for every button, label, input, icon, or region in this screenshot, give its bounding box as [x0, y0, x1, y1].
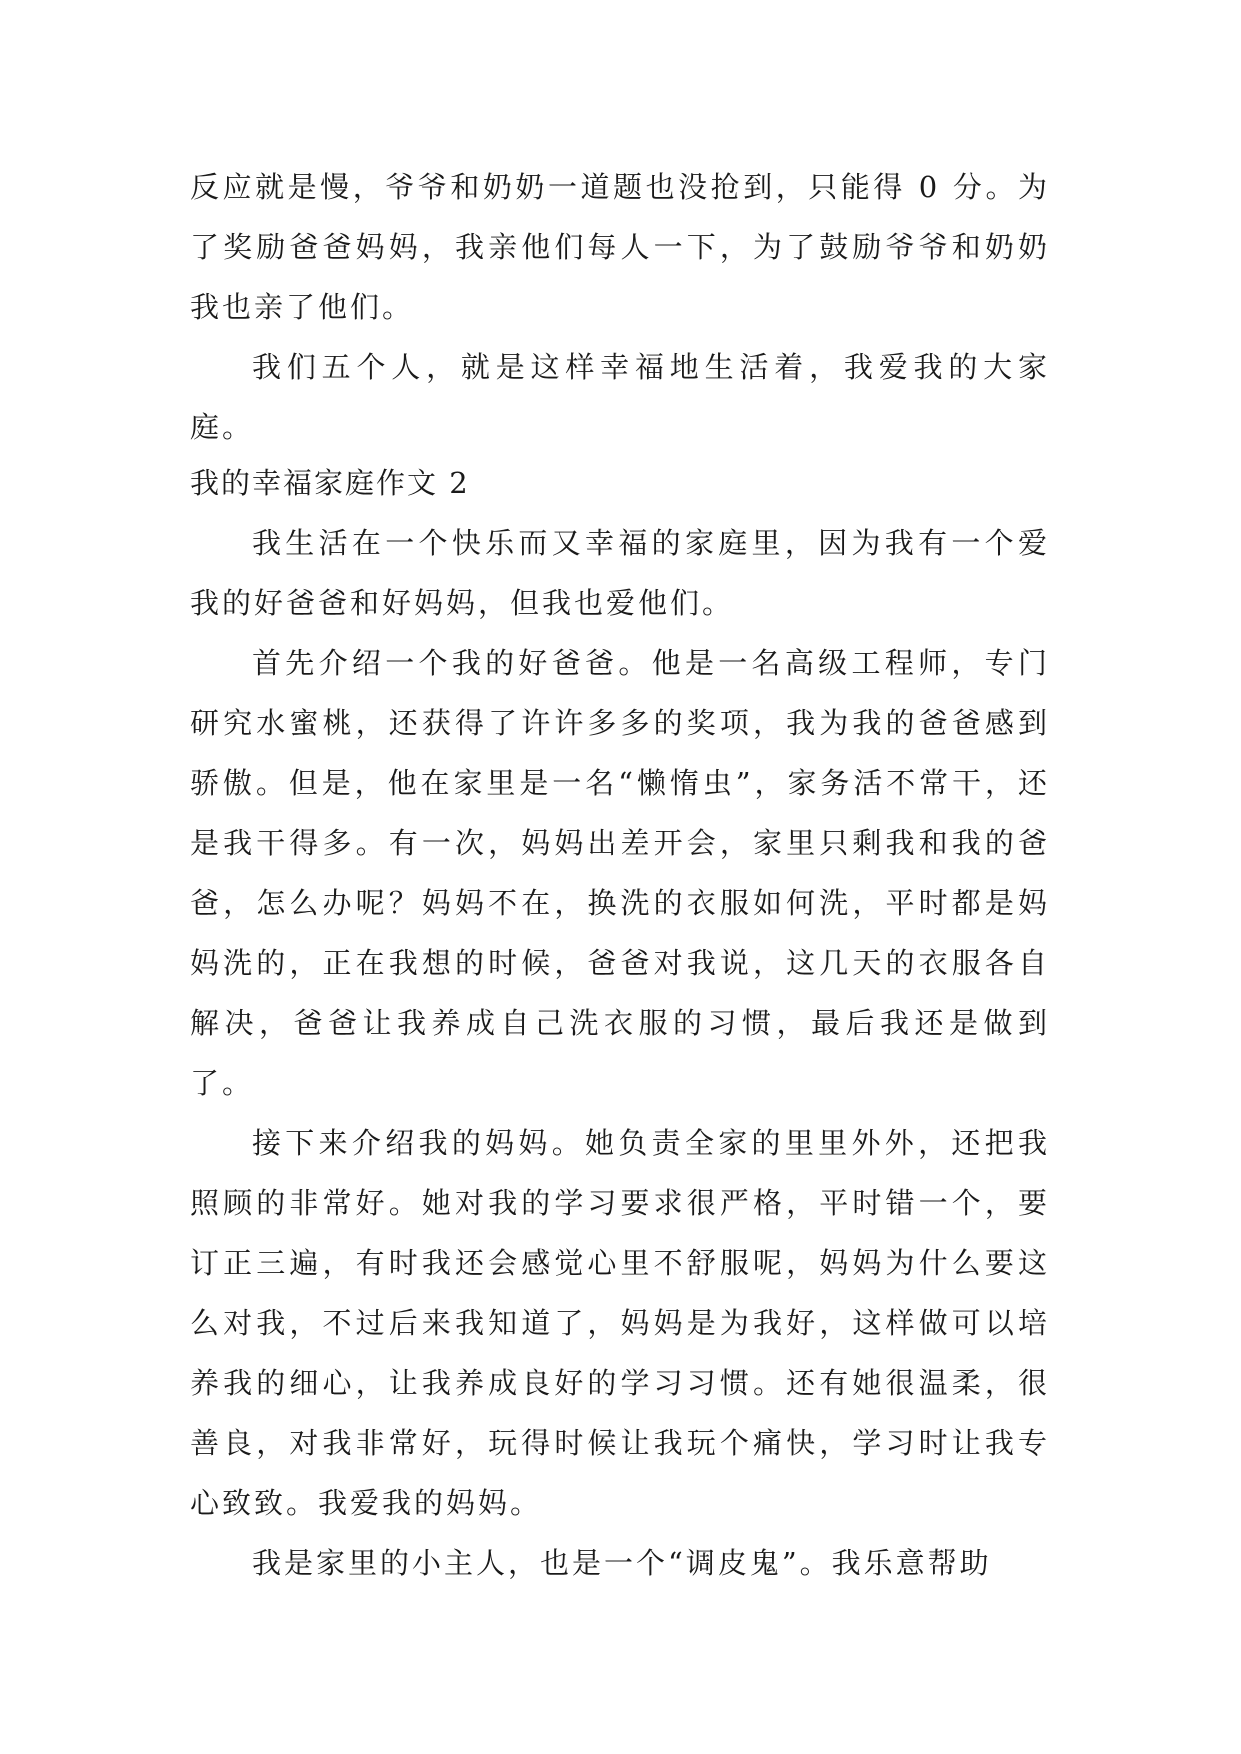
paragraph: 接下来介绍我的妈妈。她负责全家的里里外外，还把我照顾的非常好。她对我的学习要求很严格，平时错一个，要订正三遍，有时我还会感觉心里不舒服呢，妈妈为什么要这么对我，不过后来我知道了，妈妈是为我好，这样做可以培养我的细心，让我养成良好的学习习惯。还有她很温柔，很善良，对我非常好，玩得时候让我玩个痛快，学习时让我专心致致。我爱我的妈妈。 — [190, 1126, 1050, 1520]
section-2 — [190, 453, 1050, 1593]
paragraph: 我们五个人，就是这样幸福地生活着，我爱我的大家庭。 — [190, 350, 1050, 444]
section-1 — [190, 157, 1050, 457]
essay-title: 我的幸福家庭作文 2 — [190, 466, 470, 500]
paragraph: 首先介绍一个我的好爸爸。他是一名高级工程师，专门研究水蜜桃，还获得了许许多多的奖项，我为我的爸爸感到骄傲。但是，他在家里是一名“懒惰虫”，家务活不常干，还是我干得多。有一次，妈妈出差开会，家里只剩我和我的爸爸，怎么办呢？妈妈不在，换洗的衣服如何洗，平时都是妈妈洗的，正在我想的时候，爸爸对我说，这几天的衣服各自解决，爸爸让我养成自己洗衣服的习惯，最后我还是做到了。 — [190, 646, 1050, 1100]
paragraph: 反应就是慢，爷爷和奶奶一道题也没抢到，只能得 0 分。为了奖励爸爸妈妈，我亲他们每人一下，为了鼓励爷爷和奶奶我也亲了他们。 — [190, 170, 1050, 324]
paragraph: 我生活在一个快乐而又幸福的家庭里，因为我有一个爱我的好爸爸和好妈妈，但我也爱他们。 — [190, 526, 1050, 620]
paragraph: 我是家里的小主人，也是一个“调皮鬼”。我乐意帮助 — [252, 1546, 992, 1580]
